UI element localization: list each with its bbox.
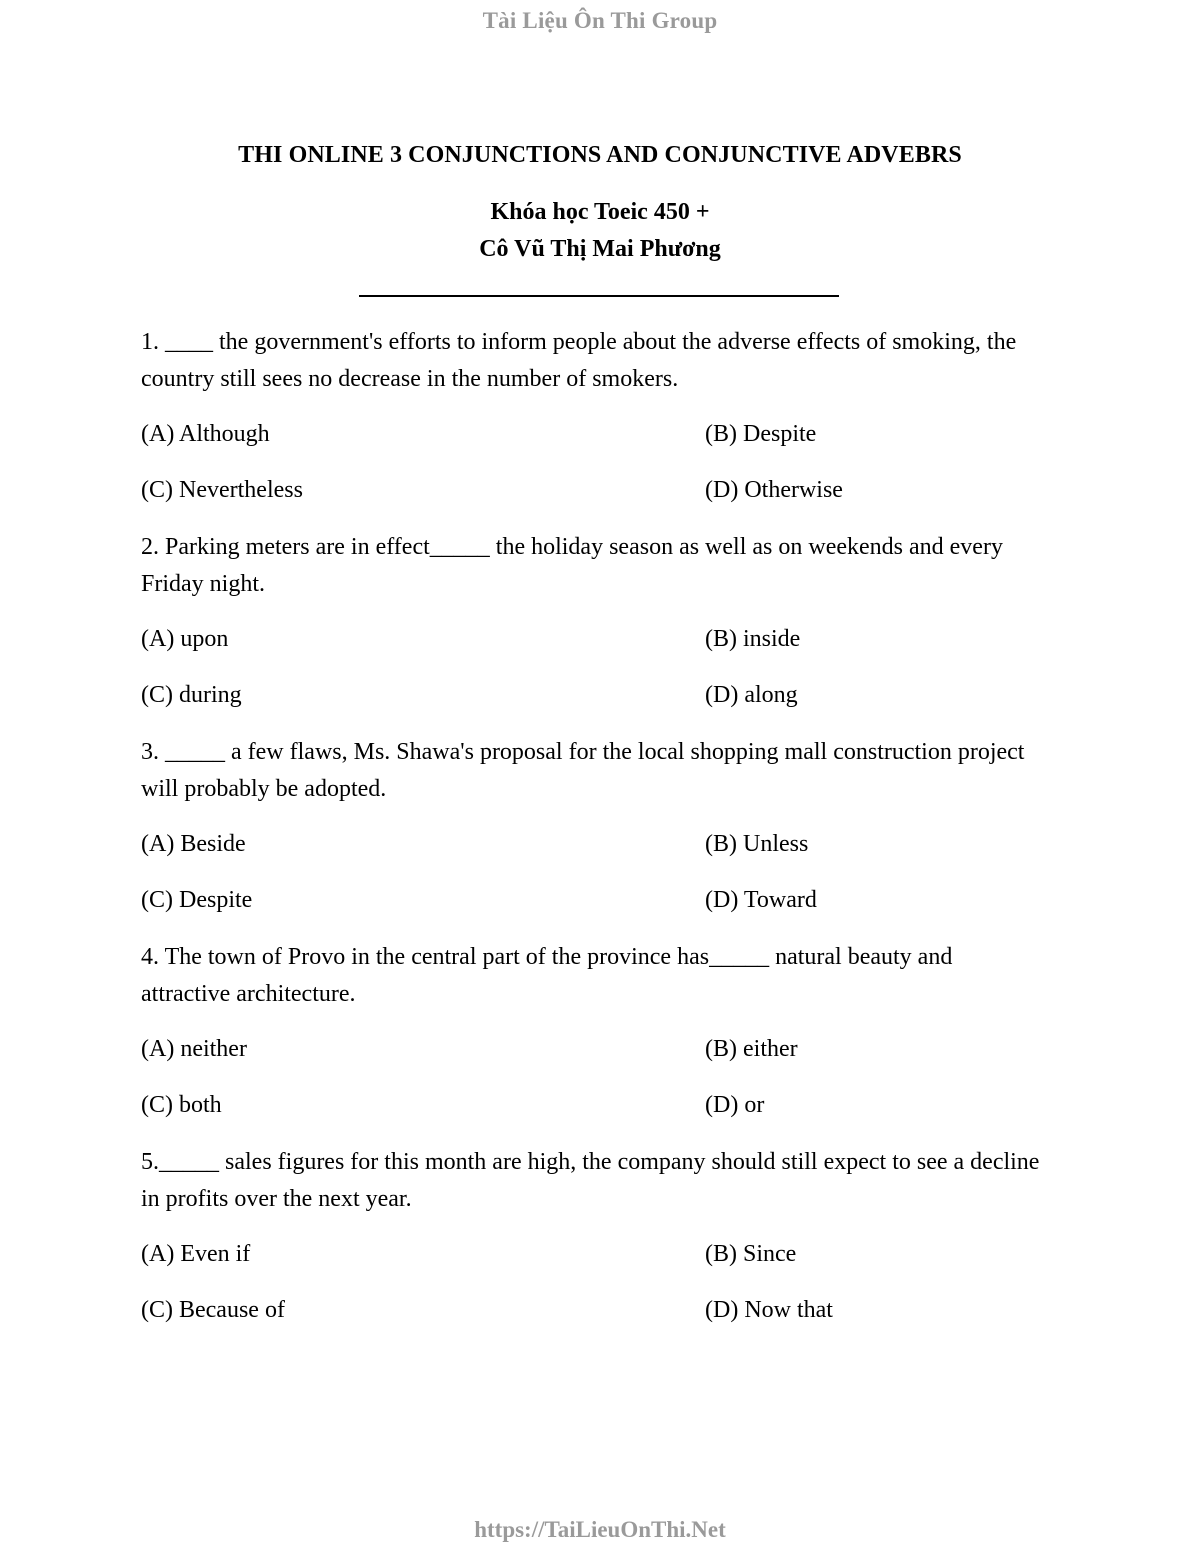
option-c: (C) Because of [141, 1297, 285, 1323]
question-text: 3. _____ a few flaws, Ms. Shawa's proposal for the local shopping mall construction project will probably be adopted. [141, 739, 1025, 802]
option-a: (A) Even if [141, 1241, 251, 1267]
question-text: 2. Parking meters are in effect_____ the holiday season as well as on weekends and every Friday night. [141, 534, 1003, 597]
option-d: (D) or [705, 1092, 765, 1118]
option-d: (D) Toward [705, 887, 817, 913]
question-list [141, 324, 1041, 1349]
footer-link[interactable]: https://TaiLieuOnThi.Net [474, 1517, 726, 1542]
question-text: 5._____ sales figures for this month are high, the company should still expect to see a decline in profits over the next year. [141, 1149, 1040, 1212]
option-c: (C) both [141, 1092, 222, 1118]
question-1 [141, 324, 1041, 526]
question-2 [141, 529, 1041, 731]
title-divider [359, 295, 839, 297]
answer-options [141, 398, 1041, 526]
option-a: (A) Although [141, 421, 270, 447]
question-text: 4. The town of Provo in the central part of the province has_____ natural beauty and attractive architecture. [141, 944, 953, 1007]
teacher-name: Cô Vũ Thị Mai Phương [479, 236, 721, 262]
option-c: (C) Despite [141, 887, 253, 913]
answer-options [141, 1218, 1041, 1346]
option-d: (D) Otherwise [705, 477, 843, 503]
option-b: (B) Since [705, 1241, 797, 1267]
option-b: (B) inside [705, 626, 801, 652]
course-name: Khóa học Toeic 450 + [490, 199, 710, 225]
option-c: (C) Nevertheless [141, 477, 303, 503]
option-b: (B) Despite [705, 421, 817, 447]
question-5 [141, 1144, 1041, 1346]
question-text: 1. ____ the government's efforts to inform people about the adverse effects of smoking, the country still sees no decrease in the number of smokers. [141, 329, 1017, 392]
option-b: (B) either [705, 1036, 798, 1062]
option-a: (A) upon [141, 626, 229, 652]
option-c: (C) during [141, 682, 242, 708]
option-b: (B) Unless [705, 831, 809, 857]
answer-options [141, 808, 1041, 936]
answer-options [141, 1013, 1041, 1141]
header-watermark: Tài Liệu Ôn Thi Group [482, 8, 718, 33]
option-d: (D) along [705, 682, 798, 708]
option-a: (A) neither [141, 1036, 247, 1062]
page-title: THI ONLINE 3 CONJUNCTIONS AND CONJUNCTIVE ADVEBRS [238, 142, 962, 168]
question-4 [141, 939, 1041, 1141]
answer-options [141, 603, 1041, 731]
option-a: (A) Beside [141, 831, 246, 857]
option-d: (D) Now that [705, 1297, 833, 1323]
question-3 [141, 734, 1041, 936]
